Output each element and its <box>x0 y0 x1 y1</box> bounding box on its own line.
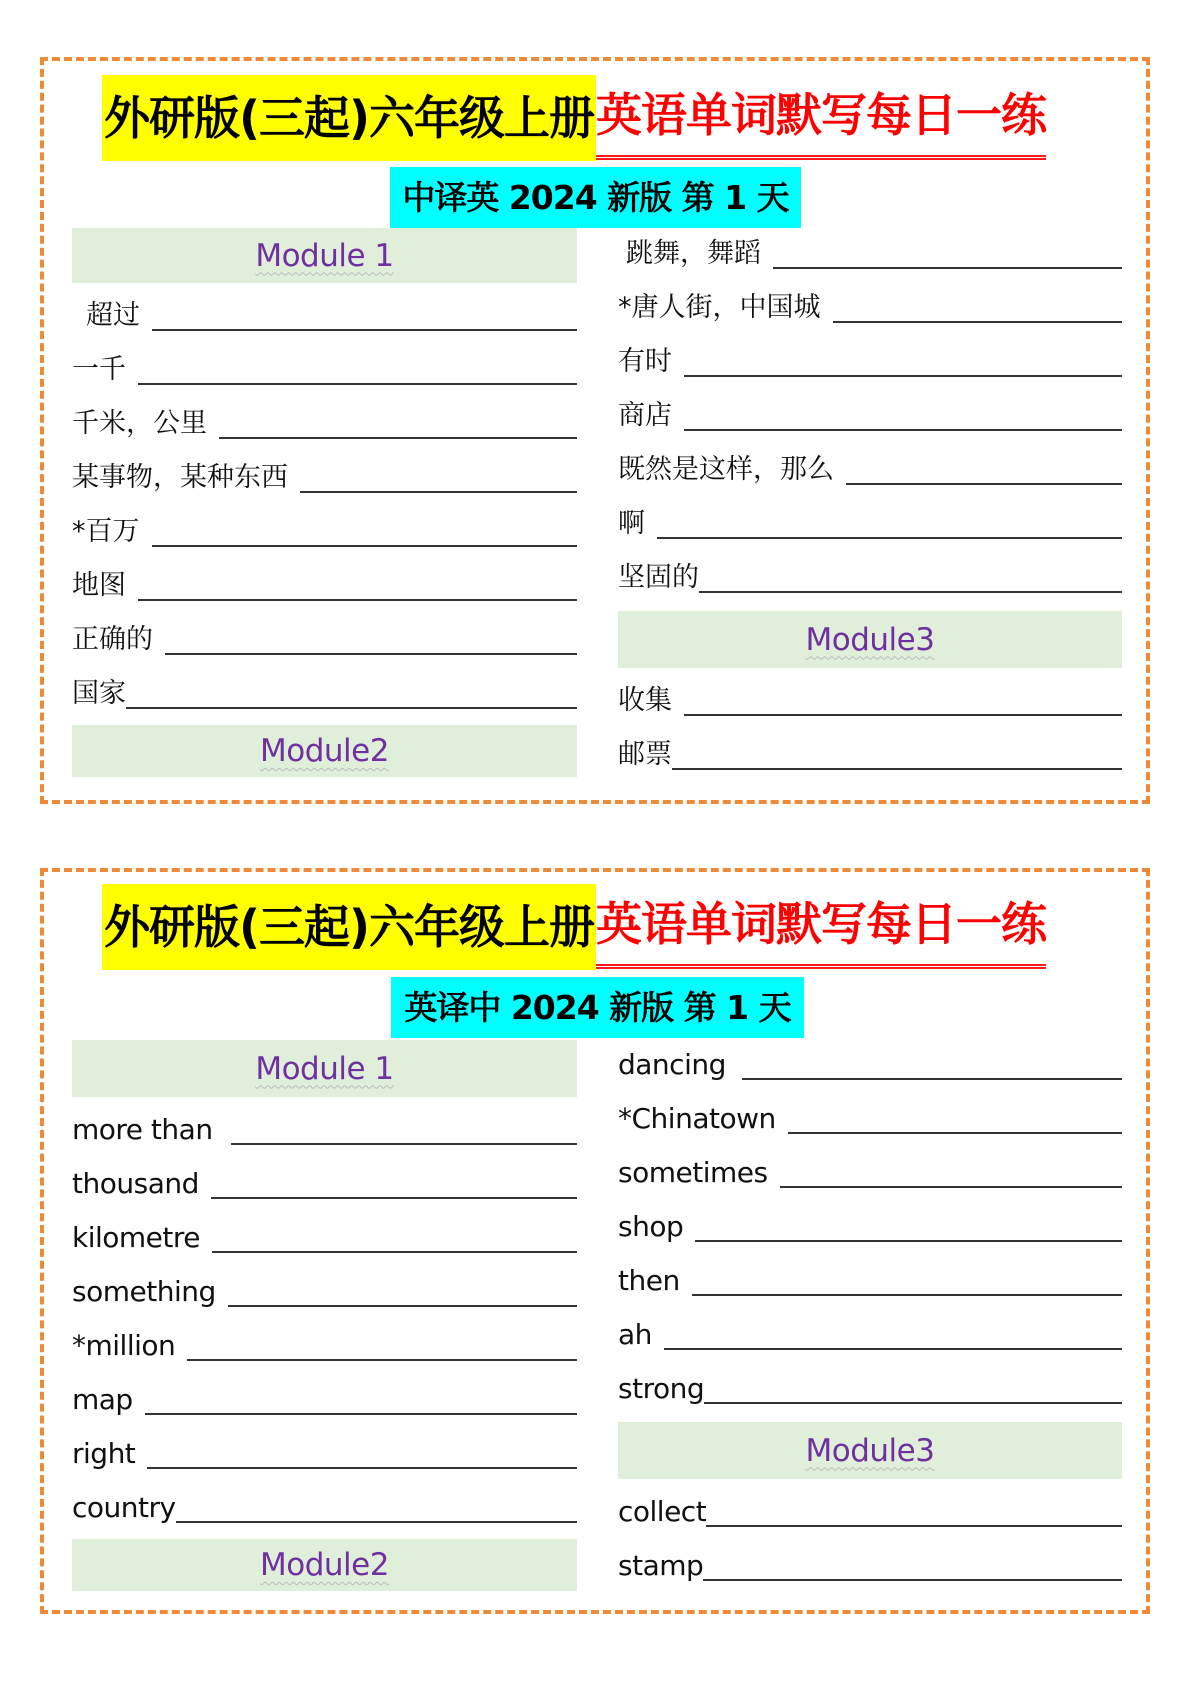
word-row <box>72 499 577 553</box>
word-prompt: kilometre <box>72 1221 201 1254</box>
title-practice-label: 英语单词默写每日一练 <box>596 884 1046 969</box>
answer-blank[interactable] <box>846 482 1122 485</box>
module-1-header <box>72 228 577 283</box>
word-prompt: then <box>618 1264 680 1297</box>
word-row <box>72 661 577 715</box>
word-prompt: right <box>72 1437 136 1470</box>
word-row <box>72 553 577 607</box>
answer-blank[interactable] <box>657 536 1122 539</box>
answer-blank[interactable] <box>231 1142 577 1145</box>
word-prompt: ah <box>618 1318 652 1351</box>
word-row <box>618 1533 1122 1587</box>
answer-blank[interactable] <box>703 1578 1122 1581</box>
word-prompt: 邮票 <box>618 739 672 770</box>
answer-blank[interactable] <box>684 428 1122 431</box>
answer-blank[interactable] <box>165 652 577 655</box>
answer-blank[interactable] <box>684 374 1122 377</box>
worksheet-title <box>102 884 1046 970</box>
word-row <box>618 1140 1122 1194</box>
word-prompt: 既然是这样，那么 <box>618 454 834 485</box>
word-row <box>618 1356 1122 1410</box>
title-textbook-label: 外研版(三起)六年级上册 <box>102 884 596 970</box>
title-textbook-label: 外研版(三起)六年级上册 <box>102 75 596 161</box>
word-row <box>72 1151 577 1205</box>
word-prompt: 千米，公里 <box>72 408 207 439</box>
answer-blank[interactable] <box>126 706 577 709</box>
word-row <box>72 1313 577 1367</box>
module-2-label: Module2 <box>260 1547 389 1583</box>
word-prompt: 一千 <box>72 354 126 385</box>
word-row <box>72 283 577 337</box>
answer-blank[interactable] <box>138 598 577 601</box>
word-row <box>618 491 1122 545</box>
word-row <box>72 391 577 445</box>
module-1-header <box>72 1040 577 1097</box>
word-row <box>618 545 1122 599</box>
answer-blank[interactable] <box>212 1250 577 1253</box>
answer-blank[interactable] <box>228 1304 577 1307</box>
answer-blank[interactable] <box>187 1358 577 1361</box>
word-row <box>72 607 577 661</box>
word-row <box>72 337 577 391</box>
answer-blank[interactable] <box>692 1293 1122 1296</box>
module-1-label: Module 1 <box>255 237 394 274</box>
word-row <box>618 221 1122 275</box>
word-row <box>618 1086 1122 1140</box>
word-prompt: 正确的 <box>72 624 153 655</box>
word-prompt: *Chinatown <box>618 1102 776 1135</box>
word-row <box>618 1302 1122 1356</box>
worksheet-subtitle: 英译中 2024 新版 第 1 天 <box>391 977 804 1038</box>
answer-blank[interactable] <box>833 320 1123 323</box>
answer-blank[interactable] <box>152 328 577 331</box>
word-prompt: 跳舞，舞蹈 <box>626 238 761 269</box>
answer-blank[interactable] <box>788 1131 1122 1134</box>
word-prompt: collect <box>618 1495 707 1528</box>
answer-blank[interactable] <box>138 382 577 385</box>
answer-blank[interactable] <box>684 713 1122 716</box>
answer-blank[interactable] <box>664 1347 1122 1350</box>
word-prompt: *million <box>72 1329 176 1362</box>
answer-blank[interactable] <box>780 1185 1122 1188</box>
module-3-header <box>618 1422 1122 1479</box>
title-practice-label: 英语单词默写每日一练 <box>596 75 1046 160</box>
worksheet-title <box>102 75 1046 161</box>
right-column <box>618 1032 1122 1587</box>
word-row <box>618 383 1122 437</box>
answer-blank[interactable] <box>695 1239 1122 1242</box>
word-row <box>72 1421 577 1475</box>
word-prompt: 地图 <box>72 570 126 601</box>
word-row <box>618 722 1122 776</box>
module-3-header <box>618 611 1122 668</box>
word-row <box>72 1205 577 1259</box>
word-row <box>72 1259 577 1313</box>
word-prompt: *唐人街，中国城 <box>618 292 821 323</box>
word-prompt: 啊 <box>618 508 645 539</box>
word-row <box>618 1479 1122 1533</box>
answer-blank[interactable] <box>211 1196 577 1199</box>
worksheet-subtitle: 中译英 2024 新版 第 1 天 <box>390 167 801 228</box>
answer-blank[interactable] <box>672 767 1122 770</box>
word-row <box>72 1367 577 1421</box>
word-row <box>618 329 1122 383</box>
word-prompt: 某事物，某种东西 <box>72 462 288 493</box>
module-2-header <box>72 725 577 777</box>
answer-blank[interactable] <box>152 544 578 547</box>
left-column <box>72 1040 577 1591</box>
word-prompt: 收集 <box>618 685 672 716</box>
module-2-header <box>72 1539 577 1591</box>
word-row <box>618 1032 1122 1086</box>
word-row <box>618 668 1122 722</box>
worksheet-card-english-to-chinese <box>40 868 1150 1614</box>
word-prompt: sometimes <box>618 1156 768 1189</box>
word-prompt: dancing <box>618 1048 726 1081</box>
word-row <box>618 275 1122 329</box>
word-row <box>618 1248 1122 1302</box>
word-prompt: thousand <box>72 1167 199 1200</box>
module-3-label: Module3 <box>805 1432 935 1469</box>
word-row <box>72 1097 577 1151</box>
answer-blank[interactable] <box>742 1077 1122 1080</box>
word-row <box>72 445 577 499</box>
answer-blank[interactable] <box>699 590 1122 593</box>
word-prompt: shop <box>618 1210 684 1243</box>
module-2-label: Module2 <box>260 733 389 769</box>
word-row <box>618 437 1122 491</box>
word-prompt: 商店 <box>618 400 672 431</box>
word-prompt: strong <box>618 1372 705 1405</box>
module-1-label: Module 1 <box>255 1050 394 1087</box>
answer-blank[interactable] <box>704 1401 1122 1404</box>
word-row <box>72 1475 577 1529</box>
answer-blank[interactable] <box>706 1524 1122 1527</box>
left-column <box>72 228 577 777</box>
word-row <box>618 1194 1122 1248</box>
word-prompt: 有时 <box>618 346 672 377</box>
right-column <box>618 221 1122 776</box>
word-prompt: *百万 <box>72 516 140 547</box>
answer-blank[interactable] <box>145 1412 577 1415</box>
answer-blank[interactable] <box>773 266 1122 269</box>
answer-blank[interactable] <box>219 436 577 439</box>
word-prompt: 坚固的 <box>618 562 699 593</box>
module-3-label: Module3 <box>805 621 935 658</box>
word-prompt: 超过 <box>86 300 140 331</box>
word-prompt: map <box>72 1383 133 1416</box>
word-prompt: something <box>72 1275 216 1308</box>
answer-blank[interactable] <box>300 490 577 493</box>
word-prompt: more than <box>72 1113 213 1146</box>
answer-blank[interactable] <box>147 1466 577 1469</box>
worksheet-card-chinese-to-english <box>40 57 1150 804</box>
word-prompt: 国家 <box>72 678 126 709</box>
word-prompt: country <box>72 1491 176 1524</box>
word-prompt: stamp <box>618 1549 704 1582</box>
answer-blank[interactable] <box>176 1520 577 1523</box>
